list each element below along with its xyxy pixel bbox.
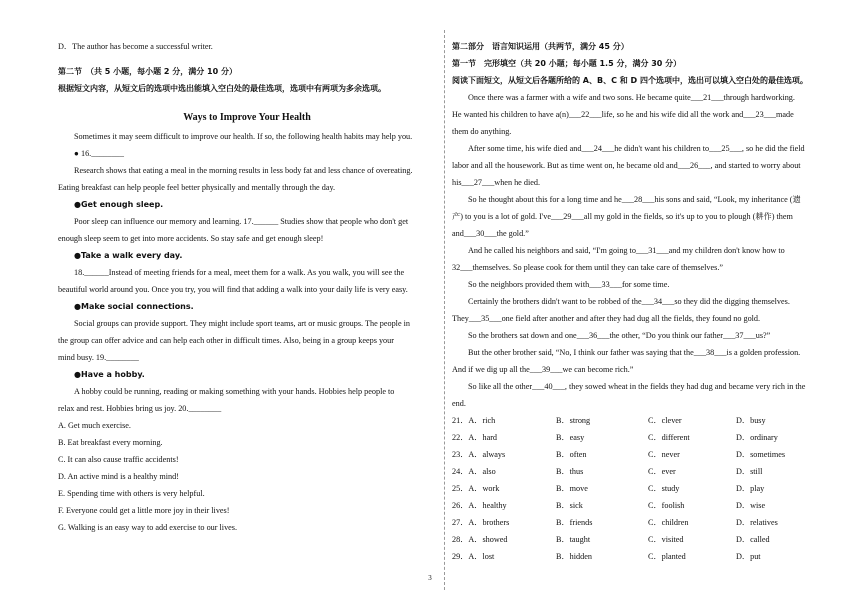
cloze-line: labor and all the housework. But as time went on, he became old and___26___, and started to worry about	[452, 161, 801, 170]
cloze-line: his___27___when he died.	[452, 178, 541, 187]
question-option: C．never	[648, 450, 680, 459]
answer-option: D. An active mind is a healthy mind!	[58, 472, 179, 481]
cloze-line: 32___themselves. So please cook for them until they can take care of themselves.”	[452, 263, 724, 272]
section2-instructions: 根据短文内容，从短文后的选项中选出能填入空白处的最佳选项，选项中有两项为多余选项。	[58, 84, 386, 93]
question-option: 21．A．rich	[452, 416, 496, 425]
subheading-social: ●Make social connections.	[74, 302, 194, 311]
question-option: C．different	[648, 433, 690, 442]
question-option: 22．A．hard	[452, 433, 498, 442]
passage-paragraph: A hobby could be running, reading or making something with your hands. Hobbies help people to	[74, 387, 395, 396]
question-option: C．study	[648, 484, 680, 493]
question-option: D．put	[736, 552, 761, 561]
question-option: C．planted	[648, 552, 686, 561]
question-option: C．foolish	[648, 501, 685, 510]
answer-option: F. Everyone could get a little more joy in their lives!	[58, 506, 230, 515]
question-row	[452, 412, 824, 429]
passage-paragraph: the group can offer advice and can help each other in difficult times. Also, being in a group keeps your	[58, 336, 394, 345]
question-option: B．hidden	[556, 552, 592, 561]
cloze-line: After some time, his wife died and___24___he didn't want his children to___25___, so he did the field	[468, 144, 805, 153]
passage-paragraph: relax and rest. Hobbies bring us joy. 20.________	[58, 404, 222, 413]
question-option: B．often	[556, 450, 587, 459]
question-option: D．sometimes	[736, 450, 786, 459]
cloze-line: them do anything.	[452, 127, 512, 136]
question-option: D．busy	[736, 416, 766, 425]
section1-heading: 第一节 完形填空（共 20 小题；每小题 1.5 分，满分 30 分）	[452, 59, 682, 68]
question-option: D．wise	[736, 501, 766, 510]
question-option: C．children	[648, 518, 689, 527]
right-column	[452, 38, 824, 565]
question-option: 23．A．always	[452, 450, 506, 459]
cloze-passage	[452, 89, 824, 412]
question-option: 29．A．lost	[452, 552, 495, 561]
passage-title: Ways to Improve Your Health	[183, 112, 311, 123]
question-option: 27．A．brothers	[452, 518, 510, 527]
question-option: C．clever	[648, 416, 682, 425]
option-d-text: D．The author has become a successful writer.	[58, 42, 213, 51]
question-option: B．thus	[556, 467, 584, 476]
section2-heading: 第二节 （共 5 小题，每小题 2 分，满分 10 分）	[58, 67, 237, 76]
passage-paragraph: Poor sleep can influence our memory and learning. 17.______ Studies show that people who don't get	[74, 217, 409, 226]
question-option: 25．A．work	[452, 484, 500, 493]
answer-option: A. Get much exercise.	[58, 421, 131, 430]
question-option: 28．A．showed	[452, 535, 508, 544]
passage-paragraph: beautiful world around you. Once you try, you will find that adding a walk into your daily life is very easy.	[58, 285, 408, 294]
passage-paragraph: enough sleep seem to get into more accidents. So stay safe and get enough sleep!	[58, 234, 324, 243]
column-divider	[444, 30, 445, 590]
question-option: 24．A．also	[452, 467, 496, 476]
part2-heading: 第二部分 语言知识运用（共两节，满分 45 分）	[452, 42, 629, 51]
cloze-line: So the brothers sat down and one___36___the other, “Do you think our father___37___us?”	[468, 331, 771, 340]
question-row	[452, 463, 824, 480]
question-row	[452, 531, 824, 548]
question-row	[452, 480, 824, 497]
question-option: B．friends	[556, 518, 593, 527]
subheading-hobby: ●Have a hobby.	[74, 370, 145, 379]
cloze-line: and___30___the gold.”	[452, 229, 529, 238]
passage-paragraph: Social groups can provide support. They might include sport teams, art or music groups. The people in	[74, 319, 411, 328]
question-option: D．ordinary	[736, 433, 778, 442]
question-option: 26．A．healthy	[452, 501, 507, 510]
cloze-line: Certainly the brothers didn't want to be robbed of the___34___so they did the digging themselves.	[468, 297, 790, 306]
left-column	[58, 38, 436, 536]
question-option: C．ever	[648, 467, 676, 476]
question-row	[452, 446, 824, 463]
section1-instructions: 阅读下面短文，从短文后各题所给的 A、B、C 和 D 四个选项中，选出可以填入空白处的最佳选项。	[452, 76, 808, 85]
passage-paragraph: Sometimes it may seem difficult to improve our health. If so, the following health habits may help you.	[74, 132, 413, 141]
cloze-line: So the neighbors provided them with___33___for some time.	[468, 280, 670, 289]
cloze-line: 产) to you is a lot of gold. I've___29___all my gold in the fields, so it's up to you to plough (耕作) them	[452, 212, 793, 221]
question-option: B．taught	[556, 535, 591, 544]
question-option: B．strong	[556, 416, 591, 425]
answer-option: B. Eat breakfast every morning.	[58, 438, 163, 447]
question-option: C．visited	[648, 535, 684, 544]
cloze-line: So he thought about this for a long time and he___28___his sons and said, “Look, my inheritance (遗	[468, 195, 801, 204]
page-number: 3	[428, 574, 432, 582]
question-list	[452, 412, 824, 565]
cloze-line: They___35___one field after another and after they had dug all the fields, they found no gold.	[452, 314, 761, 323]
question-option: B．easy	[556, 433, 585, 442]
question-option: D．relatives	[736, 518, 778, 527]
cloze-line: And if we dig up all the___39___we can become rich.”	[452, 365, 634, 374]
cloze-line: Once there was a farmer with a wife and two sons. He became quite___21___through hardworking.	[468, 93, 795, 102]
cloze-line: And he called his neighbors and said, “I'm going to___31___and my children don't know how to	[468, 246, 785, 255]
question-row	[452, 548, 824, 565]
subheading-sleep: ●Get enough sleep.	[74, 200, 164, 209]
passage-paragraph: 18.______Instead of meeting friends for a meal, meet them for a walk. As you walk, you will see the	[74, 268, 405, 277]
passage-paragraph: Eating breakfast can help people feel better physically and mentally through the day.	[58, 183, 336, 192]
answer-option: C. It can also cause traffic accidents!	[58, 455, 179, 464]
question-option: B．sick	[556, 501, 583, 510]
question-row	[452, 429, 824, 446]
question-option: B．move	[556, 484, 588, 493]
question-row	[452, 497, 824, 514]
cloze-line: end.	[452, 399, 466, 408]
passage-paragraph: mind busy. 19.________	[58, 353, 139, 362]
cloze-line: But the other brother said, “No, I think our father was saying that the___38___is a golden profession.	[468, 348, 801, 357]
answer-option: G. Walking is an easy way to add exercise to our lives.	[58, 523, 238, 532]
cloze-line: He wanted his children to have a(n)___22___life, so he and his wife did all the work and___23___made	[452, 110, 794, 119]
question-row	[452, 514, 824, 531]
cloze-line: So like all the other___40___, they sowed wheat in the fields they had dug and became very rich in the	[468, 382, 806, 391]
question-option: D．still	[736, 467, 763, 476]
blank-16: ● 16.________	[74, 149, 124, 158]
passage-paragraph: Research shows that eating a meal in the morning results in less body fat and less chance of overeating.	[74, 166, 413, 175]
subheading-walk: ●Take a walk every day.	[74, 251, 183, 260]
answer-option: E. Spending time with others is very helpful.	[58, 489, 205, 498]
question-option: D．called	[736, 535, 770, 544]
question-option: D．play	[736, 484, 765, 493]
